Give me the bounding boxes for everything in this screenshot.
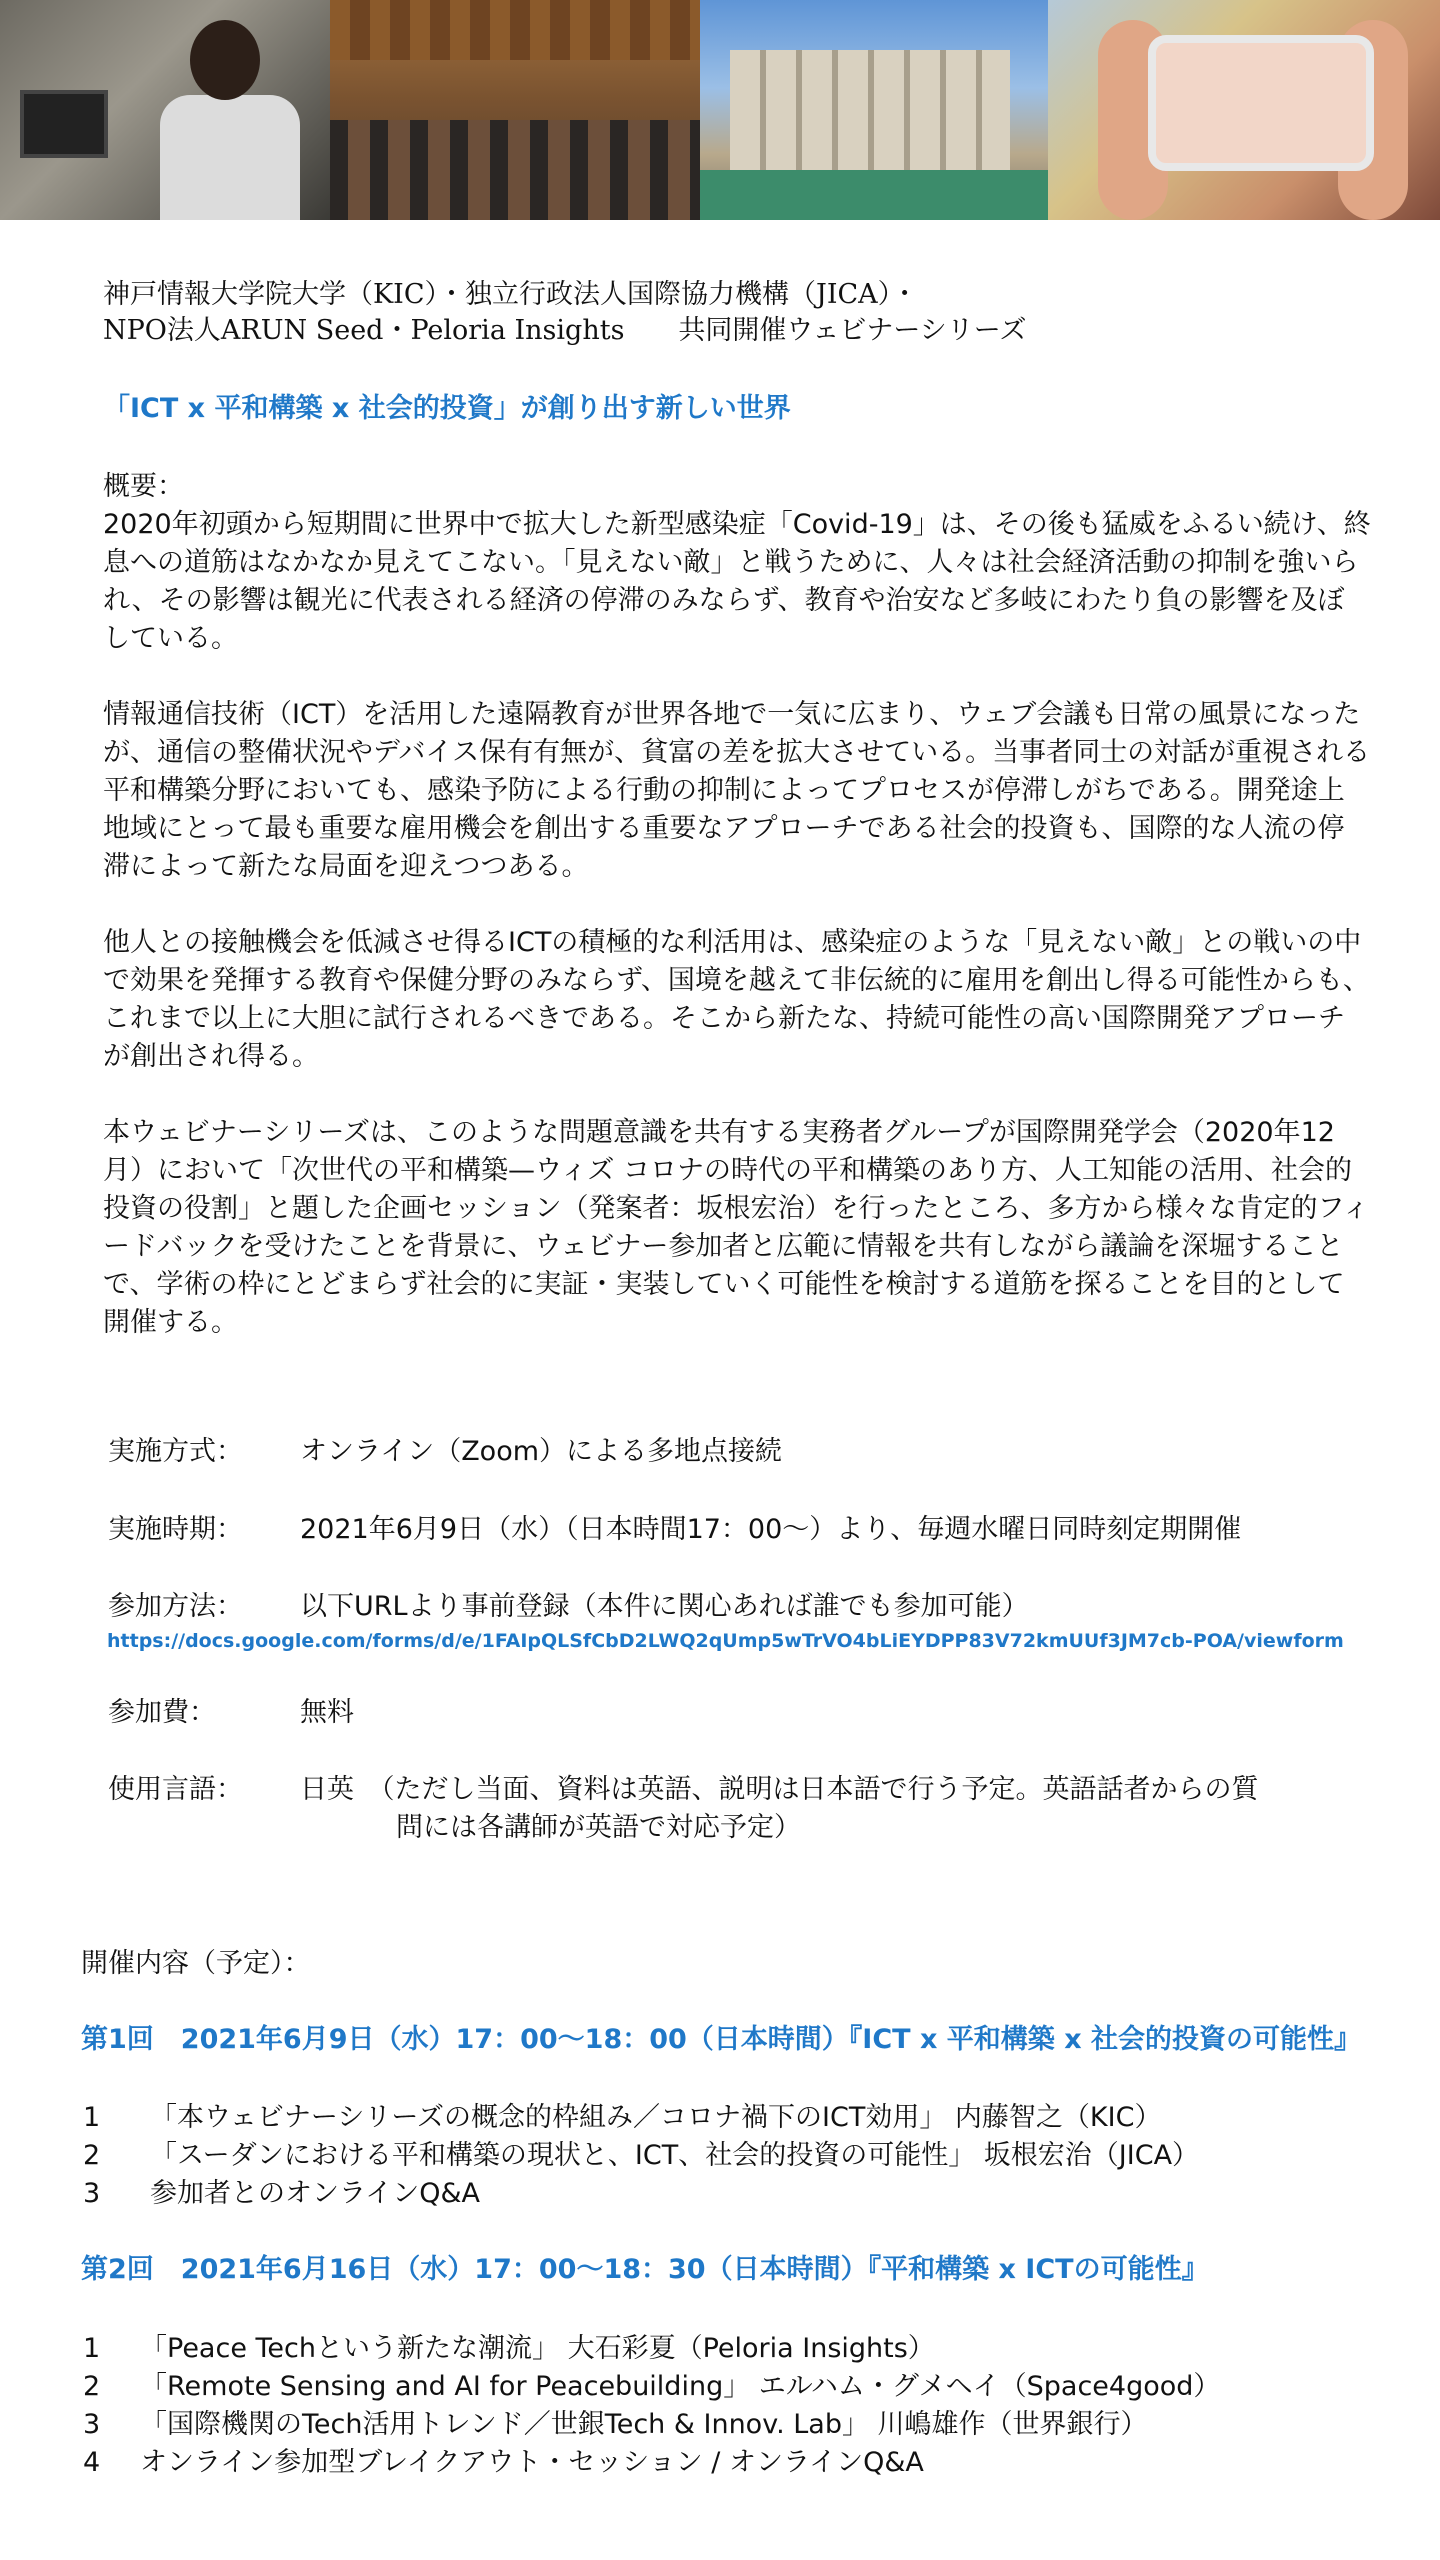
ground-shape (700, 170, 1048, 220)
language-label: 使用言語： (108, 1774, 243, 1805)
program-label: 開催内容（予定）： (81, 1948, 311, 1979)
session-2-item-4: オンライン参加型ブレイクアウト・セッション / オンラインQ&A (140, 2447, 924, 2478)
organizers-line-2: NPO法人ARUN Seed・Peloria Insights 共同開催ウェビナーシリーズ (103, 315, 1027, 346)
language-value-line-2: 問には各講師が英語で対応予定） (396, 1812, 801, 1843)
overview-paragraph-4: 本ウェビナーシリーズは、このような問題意識を共有する実務者グループが国際開発学会（2020年12月）において「次世代の平和構築—ウィズ コロナの時代の平和構築のあり方、人工知能の活用、社会的投資の役割」と題した企画セッション（発案者：坂根宏治）を行ったところ、多方から様々な肯定的フィードバックを受けたことを背景に、ウェビナー参加者と広範に情報を共有しながら議論を深堀することで、学術の枠にとどまらず社会的に実証・実装していく可能性を検討する道筋を探ることを目的として開催する。 (103, 1117, 1370, 1338)
header-photo-strip (0, 0, 1440, 220)
session-2-item-2-number: 2 (83, 2371, 101, 2402)
photo-classroom (330, 0, 700, 220)
computer-monitor-shape (20, 90, 108, 158)
person-body-shape (160, 95, 300, 220)
roof-beams-shape (330, 0, 700, 60)
period-value: 2021年6月9日（水）（日本時間17：00～）より、毎週水曜日同時刻定期開催 (300, 1514, 1242, 1545)
photo-damaged-buildings (700, 0, 1048, 220)
session-1-item-3: 参加者とのオンラインQ&A (150, 2178, 480, 2209)
session-1-item-2-number: 2 (83, 2140, 101, 2171)
organizers-line-1: 神戸情報大学院大学（KIC）・独立行政法人国際協力機構（JICA）・ (103, 279, 919, 310)
format-value: オンライン（Zoom）による多地点接続 (300, 1436, 783, 1467)
format-label: 実施方式： (108, 1436, 243, 1467)
photo-phone-crying-baby (1048, 0, 1440, 220)
session-2-item-3-number: 3 (83, 2409, 101, 2440)
session-2-item-1-number: 1 (83, 2333, 101, 2364)
session-2-item-4-number: 4 (83, 2447, 101, 2478)
session-2-item-2: 「Remote Sensing and AI for Peacebuilding」 エルハム・グメヘイ（Space4good） (140, 2371, 1221, 2402)
building-shape (730, 50, 1010, 180)
photo-office-worker (0, 0, 330, 220)
session-1-item-3-number: 3 (83, 2178, 101, 2209)
overview-label: 概要： (103, 471, 184, 502)
overview-paragraph-2: 情報通信技術（ICT）を活用した遠隔教育が世界各地で一気に広まり、ウェブ会議も日常の風景になったが、通信の整備状況やデバイス保有有無が、貧富の差を拡大させている。当事者同士の対話が重視される平和構築分野においても、感染予防による行動の抑制によってプロセスが停滞しがちである。開発途上地域にとって最も重要な雇用機会を創出する重要なアプローチである社会的投資も、国際的な人流の停滞によって新たな局面を迎えつつある。 (103, 699, 1371, 882)
registration-url-link[interactable]: https://docs.google.com/forms/d/e/1FAIpQLSfCbD2LWQ2qUmp5wTrVO4bLiEYDPP83V72kmUUf3JM7cb-POA/viewform (107, 1630, 1344, 1652)
method-value: 以下URLより事前登録（本件に関心あれば誰でも参加可能） (300, 1591, 1029, 1622)
session-2-item-3: 「国際機関のTech活用トレンド／世銀Tech & Innov. Lab」 川嶋雄作（世界銀行） (140, 2409, 1148, 2440)
students-shape (330, 120, 700, 220)
period-label: 実施時期： (108, 1514, 243, 1545)
session-1-heading: 第1回 2021年6月9日（水）17：00～18：00（日本時間）『ICT x 平和構築 x 社会的投資の可能性』 (81, 2024, 1362, 2055)
fee-value: 無料 (300, 1697, 354, 1728)
session-2-heading: 第2回 2021年6月16日（水）17：00～18：30（日本時間）『平和構築 x ICTの可能性』 (81, 2254, 1209, 2285)
phone-screen-shape (1148, 35, 1374, 171)
session-2-item-1: 「Peace Techという新たな潮流」 大石彩夏（Peloria Insights） (140, 2333, 935, 2364)
method-label: 参加方法： (108, 1591, 243, 1622)
language-value-line-1: 日英 （ただし当面、資料は英語、説明は日本語で行う予定。英語話者からの質 (300, 1774, 1259, 1805)
overview-paragraph-1: 2020年初頭から短期間に世界中で拡大した新型感染症「Covid-19」は、その後も猛威をふるい続け、終息への道筋はなかなか見えてこない。「見えない敵」と戦うために、人々は社会経済活動の抑制を強いられ、その影響は観光に代表される経済の停滞のみならず、教育や治安など多岐にわたり負の影響を及ぼしている。 (103, 509, 1371, 654)
overview-paragraph-3: 他人との接触機会を低減させ得るICTの積極的な利活用は、感染症のような「見えない敵」との戦いの中で効果を発揮する教育や保健分野のみならず、国境を越えて非伝統的に雇用を創出し得る可能性からも、これまで以上に大胆に試行されるべきである。そこから新たな、持続可能性の高い国際開発アプローチが創出され得る。 (103, 927, 1370, 1072)
event-headline: 「ICT x 平和構築 x 社会的投資」が創り出す新しい世界 (103, 393, 791, 424)
person-head-shape (190, 20, 260, 100)
session-1-item-1: 「本ウェビナーシリーズの概念的枠組み／コロナ禍下のICT効用」 内藤智之（KIC） (150, 2102, 1162, 2133)
session-1-item-1-number: 1 (83, 2102, 101, 2133)
fee-label: 参加費： (108, 1697, 216, 1728)
session-1-item-2: 「スーダンにおける平和構築の現状と、ICT、社会的投資の可能性」 坂根宏治（JICA） (150, 2140, 1200, 2171)
